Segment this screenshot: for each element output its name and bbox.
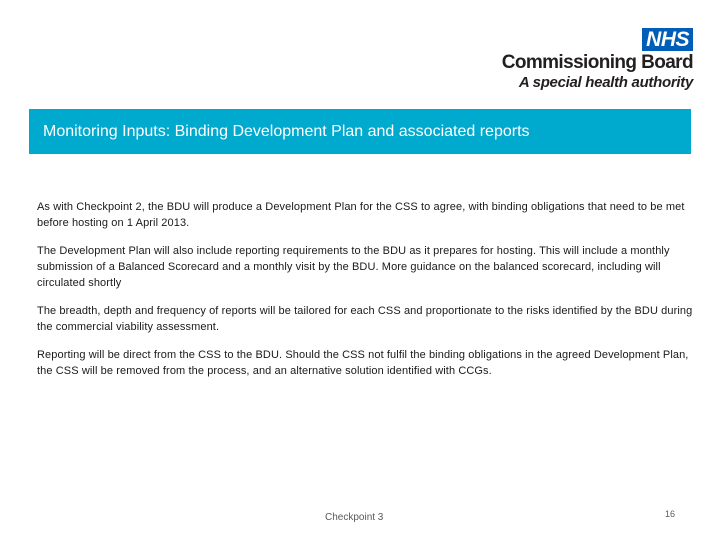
body-paragraph: The breadth, depth and frequency of reports will be tailored for each CSS and proportionate to the risks identified by the BDU during the commercial viability assessment. — [37, 305, 693, 333]
organization-tagline: A special health authority — [518, 74, 693, 91]
slide-title: Monitoring Inputs: Binding Development Plan and associated reports — [43, 122, 530, 140]
body-paragraph: As with Checkpoint 2, the BDU will produce a Development Plan for the CSS to agree, with binding obligations that need to be met before hosting on 1 April 2013. — [37, 201, 685, 229]
slide-body — [37, 199, 693, 391]
body-paragraph: The Development Plan will also include reporting requirements to the BDU as it prepares for hosting. This will include a monthly submission of a Balanced Scorecard and a monthly visit by the BDU. More guidance on the balanced scorecard, including will circulated shortly — [37, 245, 670, 289]
organization-name: Commissioning Board — [501, 52, 693, 73]
footer-label: Checkpoint 3 — [325, 512, 384, 523]
page-number: 16 — [665, 509, 676, 519]
title-banner — [29, 109, 691, 154]
nhs-logo — [493, 28, 693, 91]
nhs-badge: NHS — [642, 28, 693, 51]
body-paragraph: Reporting will be direct from the CSS to the BDU. Should the CSS not fulfil the binding obligations in the agreed Development Plan, the CSS will be removed from the process, and an alternative solution identified with CCGs. — [37, 349, 689, 377]
